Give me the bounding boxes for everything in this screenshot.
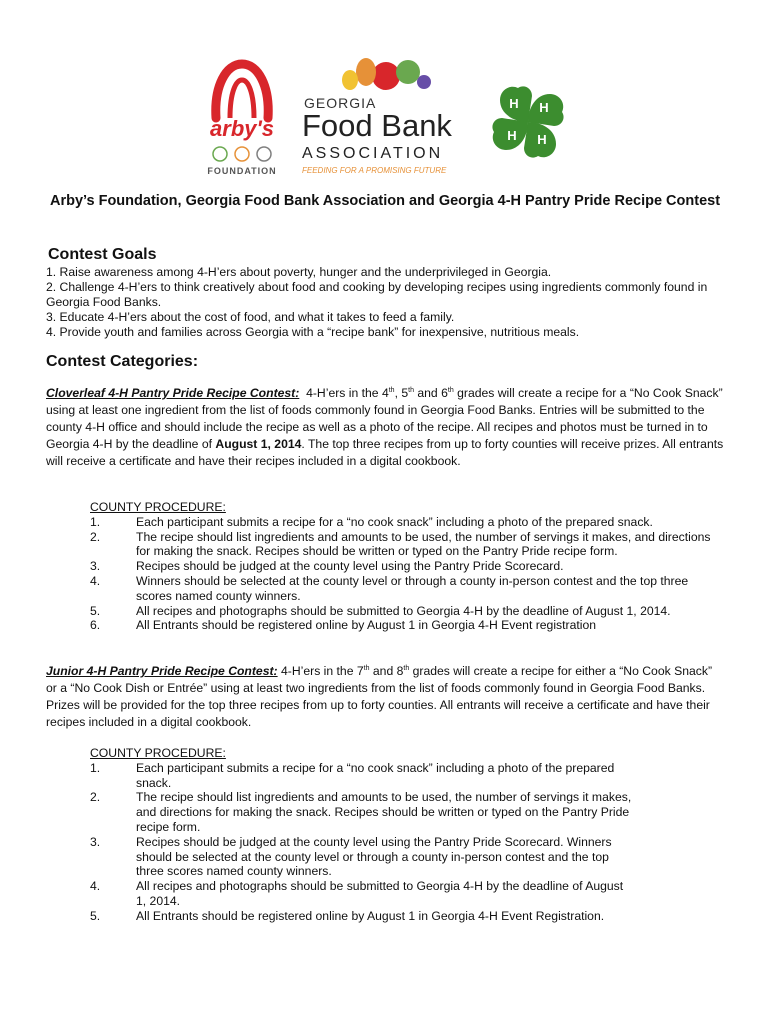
text-run: . The top three recipes from up to forty counties will receive prizes. All entrants will receive a certificate and have their recipes included in a digital cookbook. <box>46 437 724 468</box>
step-text: Each participant submits a recipe for a “no cook snack” including a photo of the prepared snack. <box>136 514 653 529</box>
text-run: 4-H’ers in the 4 <box>306 386 389 400</box>
procedure-step <box>90 515 720 530</box>
text-run: grades will create a recipe for either a “No Cook Snack” or a “No Cook Dish or Entrée” using at least two ingredients from the list of foods commonly found in Georgia Food Banks. Prizes will be provided for the top three recipes from up to forty counties. All entrants will receive a certificate and have their recipes included in a digital cookbook. <box>46 664 713 729</box>
step-number: 2. <box>90 529 101 544</box>
goal-item: 1. Raise awareness among 4-H’ers about poverty, hunger and the underprivileged in Georgia. <box>46 265 552 279</box>
step-text: Each participant submits a recipe for a “no cook snack” including a photo of the prepared snack. <box>136 760 615 790</box>
cloverleaf-description <box>46 385 726 470</box>
svg-text:H: H <box>509 96 519 111</box>
svg-text:FEEDING FOR A PROMISING FUTURE: FEEDING FOR A PROMISING FUTURE <box>302 166 447 175</box>
document-title: Arby’s Foundation, Georgia Food Bank Association and Georgia 4-H Pantry Pride Recipe Contest <box>49 193 721 209</box>
goal-item: 4. Provide youth and families across Georgia with a “recipe bank” for inexpensive, nutritious meals. <box>46 325 580 339</box>
procedure-step <box>90 909 720 924</box>
4h-clover-logo <box>484 78 572 168</box>
goal-item: 3. Educate 4-H’ers about the cost of food, and what it takes to feed a family. <box>46 310 455 324</box>
text-run: grades will create a recipe for a “No Cook Snack” using at least one ingredient from the list of foods commonly found in Georgia Food Banks. Entries will be submitted to the county 4-H office and should include the recipe as well as a photo of the recipe. All recipes and photos must be turned in to Georgia 4-H by the deadline of <box>46 386 723 451</box>
svg-text:GEORGIA: GEORGIA <box>304 95 377 111</box>
logo-bar <box>0 50 770 180</box>
text-run: and 8 <box>369 664 404 678</box>
svg-text:H: H <box>539 100 549 115</box>
svg-text:H: H <box>537 132 547 147</box>
ordinal-suffix: th <box>388 386 395 394</box>
procedure-step <box>90 879 720 909</box>
step-text: All recipes and photographs should be submitted to Georgia 4-H by the deadline of August 1, 2014. <box>136 603 671 618</box>
cloverleaf-county-procedure <box>90 500 720 633</box>
procedure-step <box>90 530 720 560</box>
step-number: 3. <box>90 559 101 574</box>
step-text: Recipes should be judged at the county level using the Pantry Pride Scorecard. Winners should be selected at the county level or through a county in-person contest and the top three scores named county winners. <box>136 834 612 879</box>
junior-contest-name: Junior 4-H Pantry Pride Recipe Contest: <box>46 664 278 678</box>
step-text: All recipes and photographs should be submitted to Georgia 4-H by the deadline of August 1, 2014. <box>136 879 624 908</box>
arbys-foundation-logo <box>196 56 288 178</box>
procedure-step <box>90 761 720 791</box>
svg-text:FOUNDATION: FOUNDATION <box>207 166 277 176</box>
step-number: 4. <box>90 879 101 894</box>
step-number: 6. <box>90 618 101 633</box>
svg-text:arby's: arby's <box>210 116 274 141</box>
step-text: The recipe should list ingredients and amounts to be used, the number of servings it makes, and directions for making the snack. Recipes should be written or typed on the Pantry Pride recipe form. <box>136 790 632 834</box>
contest-goals-heading: Contest Goals <box>48 246 157 263</box>
cloverleaf-contest-name: Cloverleaf 4-H Pantry Pride Recipe Contest: <box>46 386 300 400</box>
ordinal-suffix: th <box>403 664 410 672</box>
text-run: , 5 <box>394 386 409 400</box>
procedure-step <box>90 790 720 834</box>
step-text: The recipe should list ingredients and amounts to be used, the number of servings it makes, and directions for making the snack. Recipes should be written or typed on the Pantry Pride recipe form. <box>136 529 711 559</box>
svg-text:ASSOCIATION: ASSOCIATION <box>302 145 444 162</box>
step-text: Winners should be selected at the county level or through a county in-person contest and the top three scores named county winners. <box>136 573 689 603</box>
svg-text:H: H <box>507 128 517 143</box>
step-number: 5. <box>90 603 101 618</box>
step-number: 4. <box>90 573 101 588</box>
step-text: Recipes should be judged at the county level using the Pantry Pride Scorecard. <box>136 559 564 574</box>
ordinal-suffix: th <box>363 664 370 672</box>
step-number: 2. <box>90 790 101 805</box>
procedure-step <box>90 574 720 604</box>
procedure-heading: COUNTY PROCEDURE: <box>90 746 226 760</box>
procedure-step <box>90 559 720 574</box>
step-text: All Entrants should be registered online by August 1 in Georgia 4-H Event Registration. <box>136 908 605 923</box>
georgia-food-bank-logo <box>300 50 472 178</box>
step-number: 1. <box>90 760 101 775</box>
contest-categories-heading: Contest Categories: <box>46 353 199 370</box>
ordinal-suffix: th <box>408 386 414 394</box>
ordinal-suffix: th <box>447 386 454 394</box>
step-number: 1. <box>90 514 101 529</box>
junior-county-procedure <box>90 746 720 924</box>
deadline-date: August 1, 2014 <box>215 437 302 451</box>
procedure-step <box>90 604 720 619</box>
step-text: All Entrants should be registered online by August 1 in Georgia 4-H Event registration <box>136 618 597 633</box>
contest-goals-list <box>46 265 736 340</box>
step-number: 3. <box>90 834 101 849</box>
svg-text:Food Bank: Food Bank <box>302 108 452 143</box>
text-run: 4-H’ers in the 7 <box>277 664 364 678</box>
junior-description <box>46 663 726 731</box>
step-number: 5. <box>90 908 101 923</box>
procedure-step <box>90 835 720 879</box>
procedure-heading: COUNTY PROCEDURE: <box>90 500 226 514</box>
goal-item: 2. Challenge 4-H’ers to think creatively about food and cooking by developing recipes using ingredients commonly found in Georgia Food Banks. <box>46 280 708 309</box>
procedure-step <box>90 618 720 633</box>
text-run: and 6 <box>413 386 448 400</box>
